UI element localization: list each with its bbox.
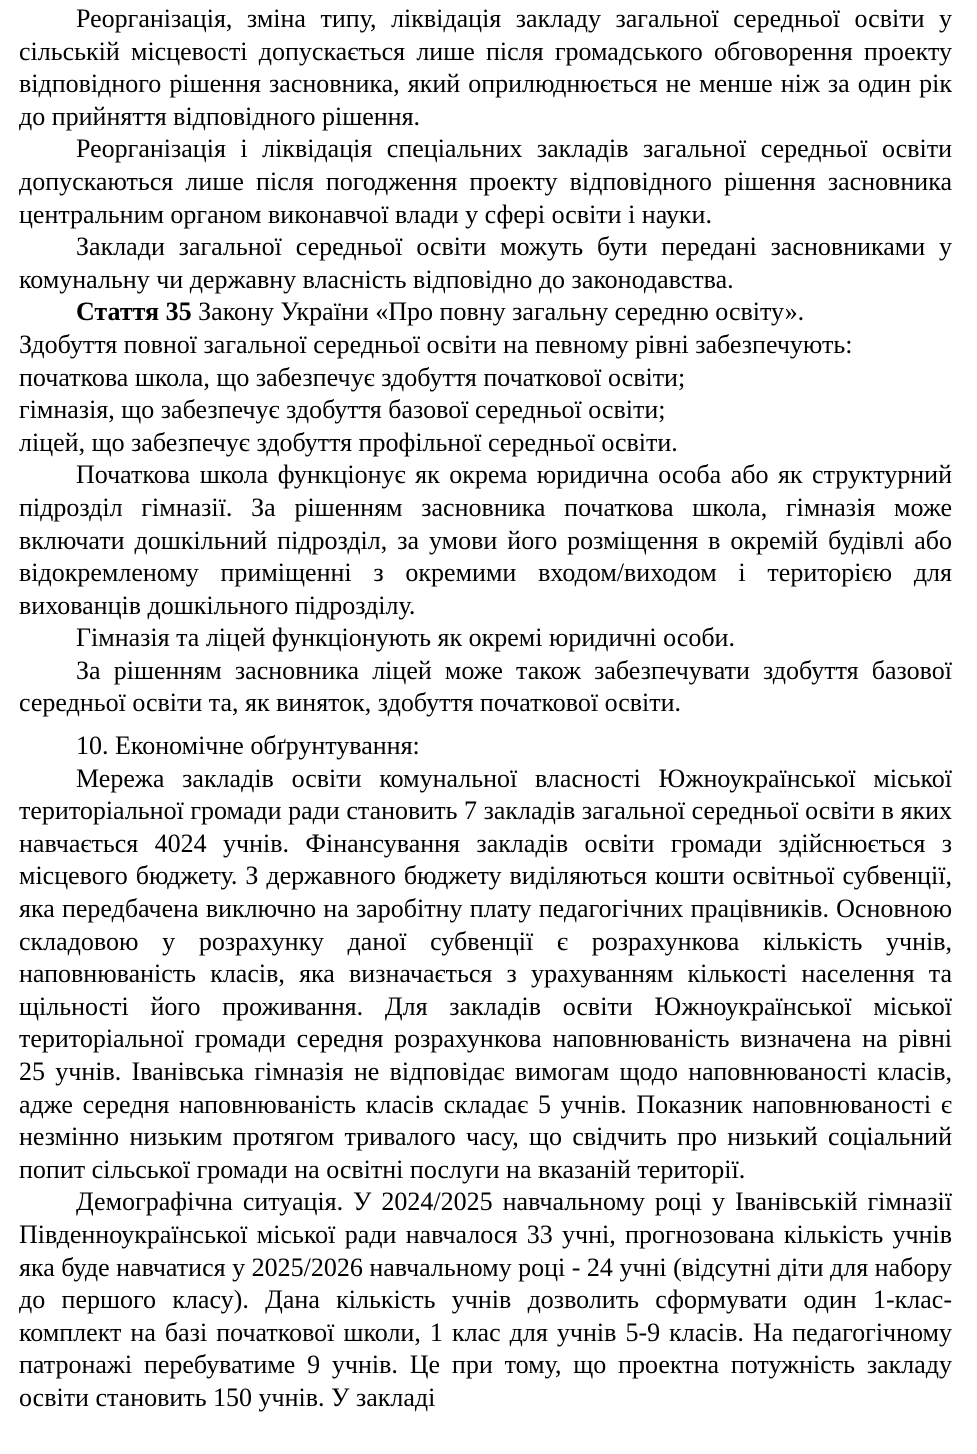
section-heading-economic: 10. Економічне обґрунтування: [76, 731, 420, 761]
paragraph-primary-school-structure: Початкова школа функціонує як окрема юридична особа або як структурний підрозділ гімназії. За рішенням засновника початкова школа, гімназія може включати дошкільний підрозділ, за умови його розміщення в окремій будівлі або відокремленому приміщенні з окремими входом/виходом і територією для вихованців дошкільного підрозділу. [19, 460, 952, 620]
list-item-lyceum: ліцей, що забезпечує здобуття профільної середньої освіти. [19, 427, 678, 457]
paragraph-transfer-ownership: Заклади загальної середньої освіти можуть бути передані засновниками у комунальну чи державну власність відповідно до законодавства. [19, 232, 952, 294]
paragraph-lyceum-basic-education: За рішенням засновника ліцей може також забезпечувати здобуття базової середньої освіти та, як виняток, здобуття початкової освіти. [19, 655, 952, 718]
paragraph-legal-entities: Гімназія та ліцей функціонують як окремі юридичні особи. [76, 623, 735, 653]
list-item-primary-school: початкова школа, що забезпечує здобуття початкової освіти; [19, 362, 686, 392]
paragraph-special-schools: Реорганізація і ліквідація спеціальних закладів загальної середньої освіти допускаються лише після погодження проекту відповідного рішення засновника центральним органом виконавчої влади у сфері освіти і науки. [19, 134, 952, 229]
article-number: Стаття 35 [76, 297, 192, 327]
paragraph-school-network: Мережа закладів освіти комунальної власності Южноукраїнської міської територіальної громади ради становить 7 закладів загальної середньої освіти в яких навчається 4024 учнів. Фінансування закладів освіти громади здійснюється з місцевого бюджету. З державного бюджету виділяються кошти освітньої субвенції, яка передбачена виключно на заробітну плату педагогічних працівників. Основною складовою у розрахунку даної субвенції є розрахункова кількість учнів, наповнюваність класів, яка визначається з урахуванням кількості населення та щільності його проживання. Для закладів освіти Южноукраїнської міської територіальної громади середня розрахункова наповнюваність визначена на рівні 25 учнів. Іванівська гімназія не відповідає вимогам щодо наповнюваності класів, адже середня наповнюваність класів складає 5 учнів. Показник наповнюваності є незмінно низьким протягом тривалого часу, що свідчить про низький соціальний попит сільської громади на освітні послуги на вказаній території. [19, 763, 952, 1184]
list-item-gymnasium: гімназія, що забезпечує здобуття базової середньої освіти; [19, 395, 666, 425]
paragraph-demographic-situation: Демографічна ситуація. У 2024/2025 навчальному році у Іванівській гімназії Південноукраїнської міської ради навчалося 33 учні, прогнозована кількість учнів яка буде навчатися у 2025/2026 навчальному році - 24 учні (відсутні діти для набору до першого класу). Дана кількість учнів дозволить сформувати один 1-клас- комплект на базі початкової школи, 1 клас для учнів 5-9 класів. На педагогічному патронажі перебуватиме 9 учнів. Це при тому, що проектна потужність закладу освіти становить 150 учнів. У закладі [19, 1187, 952, 1412]
paragraph-levels-intro: Здобуття повної загальної середньої освіти на певному рівні забезпечують: [19, 329, 853, 359]
paragraph-article-35 [19, 296, 952, 329]
article-title: Закону України «Про повну загальну середню освіту». [191, 297, 805, 327]
document-page [19, 3, 952, 1415]
paragraph-reorganization-rural: Реорганізація, зміна типу, ліквідація закладу загальної середньої освіти у сільській місцевості допускається лише після громадського обговорення проекту відповідного рішення засновника, який оприлюднюється не менше ніж за один рік до прийняття відповідного рішення. [19, 4, 952, 131]
